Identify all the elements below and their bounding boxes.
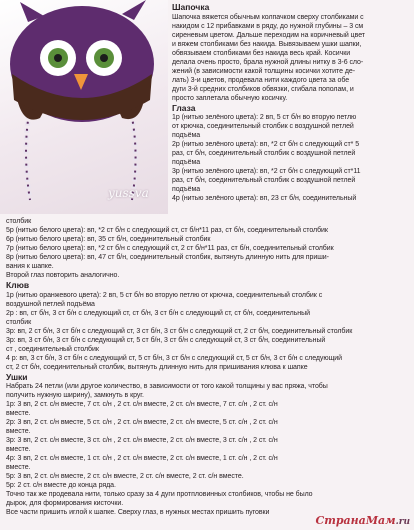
text-line: вместе. — [6, 446, 31, 453]
text-line: 3р: вп, 2 ст б/н, 3 ст б/н с следующий ст, 3 ст б/н, 3 ст б/н с следующий ст, 2 ст б/н, соединительный столбик — [6, 327, 353, 335]
text-line: Набрать 24 петли (или другое количество, в зависимости от того какой толщины у вас пряжа, чтобы — [6, 383, 328, 390]
text-line: 3р: вп, 3 ст б/н, 3 ст б/н с следующий ст, 5 ст б/н, 3 ст б/н с следующий ст, 3 ст б/н, соединительный — [6, 336, 326, 344]
text-line: 5р (нитью белого цвета): вп, *2 ст б/н с следующий ст, ст б/н*11 раз, ст б/н, соединительный столбик — [6, 227, 328, 234]
text-line: 1р (нитью оранжевого цвета): 2 вп, 5 ст б/н во вторую петлю от крючка, соединительный столбик с — [6, 291, 323, 299]
text-line: получить нужную ширину), замкнуть в круг. — [6, 392, 144, 399]
text-line: Все части пришить иглой к шапке. Сверху глаз, в нужных местах пришить пуговки — [6, 509, 270, 516]
text-line: жений (в зависимости какой толщины косички хотите де- — [172, 67, 355, 75]
site-logo-name: СтранаМам — [315, 514, 396, 527]
photo-watermark: yussva — [108, 186, 149, 200]
text-line: 4р (нитью зелёного цвета): вп, 23 ст б/н, соединительный — [172, 195, 357, 202]
text-line: столбик — [6, 318, 32, 326]
text-line: раз, ст б/н, соединительный столбик с воздушной петлей — [172, 150, 356, 157]
text-line: Шапочка вяжется обычным колпачком сверху столбиками с — [172, 13, 364, 21]
text-line: 3р: 3 вп, 2 ст. с/н вместе, 3 ст. с/н , 2 ст. с/н вместе, 2 ст. с/н вместе, 3 ст. с/н , 2 ст. с/н — [6, 437, 278, 444]
text-line: ст, 2 ст б/н, соединительный столбик, вытянуть длинную нить для пришивания клюва к шапке — [6, 363, 308, 371]
text-line: подъёма — [172, 186, 201, 193]
text-line: 5р: 3 вп, 2 ст. с/н вместе, 2 ст. с/н вместе, 2 ст. с/н вместе, 2 ст. с/н вместе. — [6, 473, 244, 480]
text-line: 2р: 3 вп, 2 ст. с/н вместе, 5 ст. с/н , 2 ст. с/н вместе, 2 ст. с/н вместе, 5 ст. с/н , 2 ст. с/н — [6, 419, 278, 426]
text-line: Второй глаз повторить аналогично. — [6, 272, 120, 279]
text-line: накидом с 12 прибавками в ряду, до нужной глубины – 3 см — [172, 22, 364, 30]
text-line: 2р (нитью зелёного цвета): вп, *2 ст б/н с следующий ст* 5 — [172, 141, 360, 148]
text-line: вместе. — [6, 410, 31, 417]
text-line: от крючка, соединительный столбик с воздушной петлей — [172, 123, 354, 130]
section-heading: Глаза — [172, 102, 196, 113]
owl-hat-illustration — [0, 0, 168, 214]
text-line: раз, ст б/н, соединительный столбик с воздушной петлей — [172, 177, 356, 184]
text-line: лать) 3-и цветов, продевала нити каждого цвета за обе — [172, 76, 350, 84]
text-line: сиреневым цветом. Дальше переходим на коричневый цвет — [172, 31, 365, 39]
text-line: воздушной петлей подъёма — [6, 300, 95, 308]
text-line: просто заплетала обычную косичку. — [172, 94, 288, 102]
owl-hat-photo — [0, 0, 168, 214]
text-line: 1р (нитью зелёного цвета): 2 вп, 5 ст б/н во вторую петлю — [172, 114, 357, 121]
text-line: столбик — [6, 218, 32, 225]
text-line: дырок, для формирования кисточки. — [6, 500, 124, 507]
text-line: вания к шапке. — [6, 263, 54, 270]
text-line: обвязываем столбиками без накида весь край. Косички — [172, 49, 351, 57]
section-heading: Ушки — [6, 371, 28, 382]
text-line: 2р : вп, ст б/н, 3 ст б/н с следующий ст, ст б/н, 3 ст б/н с следующий ст, ст б/н, соединительный — [6, 309, 310, 317]
text-line: ст , соединительный столбик — [6, 345, 99, 353]
site-logo — [315, 514, 410, 527]
text-line: Точно так же продевала нити, только сразу за 4 дуги протпловинных столбиков, чтобы не было — [6, 491, 313, 498]
pattern-text-right-column — [172, 2, 410, 203]
text-line: подъёма — [172, 159, 201, 166]
text-line: 4р: 3 вп, 2 ст. с/н вместе, 1 ст. с/н , 2 ст. с/н вместе, 2 ст. с/н вместе, 1 ст. с/н , 2 ст. с/н — [6, 455, 278, 462]
text-line: 4 р: вп, 3 ст б/н, 3 ст б/н с следующий ст, 5 ст б/н, 3 ст б/н с следующий ст, 5 ст б/н, 3 ст б/н с следующий — [6, 354, 343, 362]
text-line: 1р: 3 вп, 2 ст. с/н вместе, 7 ст. с/н , 2 ст. с/н вместе, 2 ст. с/н вместе, 7 ст. с/н , 2 ст. с/н — [6, 401, 278, 408]
text-line: 6р (нитью белого цвета): вп, 35 ст б/н, соединительный столбик — [6, 236, 211, 243]
text-line: дуги 3-й средних столбиков обвязки, сгибала пополам, и — [172, 85, 354, 93]
text-line: 5р: 2 ст. с/н вместе до конца ряда. — [6, 482, 116, 489]
section-heading: Шапочка — [172, 2, 210, 12]
text-line: делала очень просто, брала нужной длины нитку в 3-6 сло- — [172, 58, 364, 66]
text-line: и вяжем столбиками без накида. Вывязываем ушки шапки, — [172, 40, 362, 48]
text-line: вместе. — [6, 428, 31, 435]
text-line: 3р (нитью зелёного цвета): вп, *2 ст б/н с следующий ст*11 — [172, 168, 361, 175]
text-line: подъёма — [172, 132, 201, 139]
text-line: 7р (нитью белого цвета): вп, *2 ст б/н с следующий ст, 2 ст б/н*11 раз, ст б/н, соединительный столбик — [6, 245, 334, 252]
section-heading: Клюв — [6, 280, 30, 290]
text-line: вместе. — [6, 464, 31, 471]
text-line: 8р (нитью белого цвета): вп, 47 ст б/н, соединительный столбик, вытянуть длинную нить для приши- — [6, 254, 329, 261]
site-logo-suffix: .ru — [395, 517, 410, 527]
pattern-text-main-column — [6, 217, 410, 517]
